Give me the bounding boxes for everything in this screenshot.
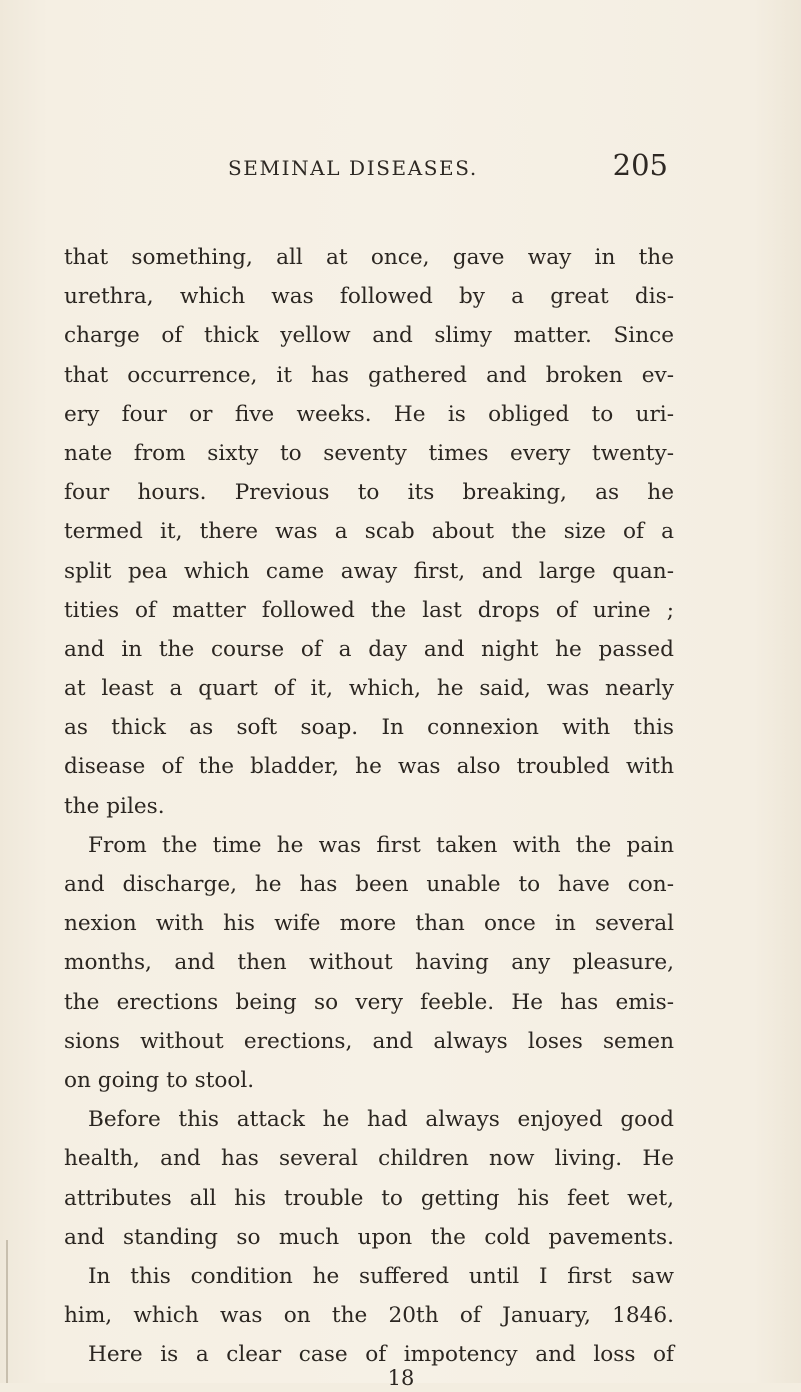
text-line: In this condition he suffered until I first saw — [88, 1263, 674, 1289]
text-line: disease of the bladder, he was also troubled with — [64, 754, 674, 780]
page-number: 205 — [612, 148, 668, 182]
text-line: the piles. — [64, 793, 165, 819]
text-line: termed it, there was a scab about the size of a — [64, 519, 674, 545]
text-line: him, which was on the 20th of January, 1846. — [64, 1303, 674, 1329]
text-line: that something, all at once, gave way in the — [64, 245, 674, 270]
text-line: as thick as soft soap. In connexion with this — [64, 715, 674, 741]
text-line: split pea which came away first, and large quan- — [64, 558, 674, 584]
text-line: ery four or five weeks. He is obliged to uri- — [64, 401, 674, 427]
signature-mark: 18 — [387, 1366, 415, 1390]
page-header — [228, 146, 668, 188]
text-line: Before this attack he had always enjoyed good — [88, 1107, 674, 1133]
text-line: nexion with his wife more than once in several — [64, 911, 674, 937]
text-line: tities of matter followed the last drops of urine ; — [64, 597, 674, 623]
text-line: From the time he was first taken with the pain — [88, 832, 674, 858]
text-line: nate from sixty to seventy times every twenty- — [64, 440, 674, 466]
binding-edge — [6, 1240, 8, 1383]
text-line: health, and has several children now living. He — [64, 1146, 674, 1172]
text-line: and discharge, he has been unable to have con- — [64, 872, 674, 897]
text-line: at least a quart of it, which, he said, was nearly — [64, 676, 674, 702]
text-line: charge of thick yellow and slimy matter. Since — [64, 323, 674, 349]
text-line: sions without erections, and always loses semen — [64, 1028, 674, 1054]
text-line: the erections being so very feeble. He has emis- — [64, 989, 674, 1015]
text-line: attributes all his trouble to getting his feet wet, — [64, 1185, 674, 1211]
running-head: SEMINAL DISEASES. — [228, 156, 478, 180]
text-line: urethra, which was followed by a great dis- — [64, 284, 674, 310]
text-line: four hours. Previous to its breaking, as he — [64, 480, 674, 506]
text-line: Here is a clear case of impotency and loss of — [88, 1342, 674, 1368]
text-line: that occurrence, it has gathered and broken ev- — [64, 362, 674, 388]
text-line: and in the course of a day and night he passed — [64, 636, 674, 662]
body-text — [64, 238, 674, 1374]
text-line: and standing so much upon the cold pavements. — [64, 1224, 674, 1250]
text-line: months, and then without having any pleasure, — [64, 950, 674, 976]
text-line: on going to stool. — [64, 1067, 255, 1093]
